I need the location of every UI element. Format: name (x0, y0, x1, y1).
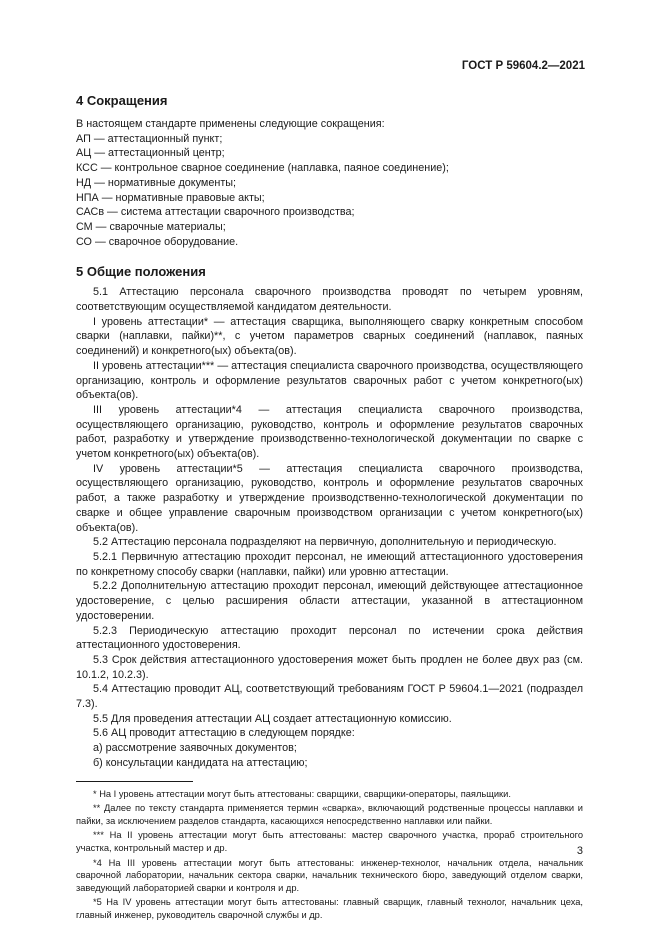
section-intro: В настоящем стандарте применены следующие сокращения: (76, 118, 385, 130)
paragraph: II уровень аттестации*** — аттестация специалиста сварочного производства, осуществляющего организацию, контроль и оформление результатов сварочных работ с учетом конкретного(ых) объекта(ов). (76, 359, 583, 402)
footnotes (76, 788, 583, 922)
abbreviation-item: НПА — нормативные правовые акты; (76, 191, 265, 204)
page-number: 3 (576, 845, 583, 857)
list-item: б) консультации кандидата на аттестацию; (93, 756, 308, 769)
abbreviation-item: АЦ — аттестационный центр; (76, 147, 225, 160)
paragraph: 5.2 Аттестацию персонала подразделяют на первичную, дополнительную и периодическую. (93, 536, 557, 549)
footnote: * На I уровень аттестации могут быть аттестованы: сварщики, сварщики-операторы, паяльщики. (93, 788, 511, 799)
paragraph: 5.2.1 Первичную аттестацию проходит персонал, не имеющий аттестационного удостоверения по конкретному способу сварки (наплавки, пайки) или уровню аттестации. (76, 550, 583, 578)
footnote: ** Далее по тексту стандарта применяется термин «сварка», включающий родственные процессы наплавки и пайки, за исключением разделов стандарта, касающихся непосредственно наплавки или пайки. (76, 803, 583, 826)
paragraph: 5.1 Аттестацию персонала сварочного производства проводят по четырем уровням, соответствующим осуществляемой кандидатом деятельности. (76, 286, 583, 314)
abbreviation-item: АП — аттестационный пункт; (76, 132, 223, 145)
paragraph: 5.6 АЦ проводит аттестацию в следующем порядке: (93, 727, 355, 740)
paragraph: IV уровень аттестации*5 — аттестация специалиста сварочного производства, осуществляющего организацию, руководство, контроль и оформление результатов сварочных работ, а также разработку и утверждение производственно-технологической документации по сварке и общее управление сварочным производством организации с учетом конкретного(ых) объекта(ов). (76, 462, 583, 534)
footnote: *** На II уровень аттестации могут быть аттестованы: мастер сварочного участка, прораб строительного участка, контрольный мастер и др. (76, 830, 583, 853)
footnote-separator (76, 781, 193, 782)
document-header: ГОСТ Р 59604.2—2021 (461, 60, 585, 72)
abbreviation-item: САСв — система аттестации сварочного производства; (76, 206, 355, 219)
footnote: *4 На III уровень аттестации могут быть аттестованы: инженер-технолог, начальник отдела, начальник сварочной лаборатории, начальник сектора сварки, начальник технического бюро, заведующий отделом сварки, заведующий лабораторией сварки и контроля и др. (76, 857, 583, 893)
paragraph: I уровень аттестации* — аттестация сварщика, выполняющего сварку конкретным способом сварки (наплавки, пайки)**, с учетом параметров сварных соединений (наплавок, паяных соединений) и конкретного(ых) объекта(ов). (76, 315, 583, 358)
paragraph: 5.2.3 Периодическую аттестацию проходит персонал по истечении срока действия аттестационного удостоверения. (76, 624, 583, 652)
paragraph: 5.4 Аттестацию проводит АЦ, соответствующий требованиям ГОСТ Р 59604.1—2021 (подраздел 7.3). (76, 683, 583, 711)
page-content (76, 92, 583, 923)
section-abbreviations (76, 92, 583, 249)
abbreviation-item: КСС — контрольное сварное соединение (наплавка, паяное соединение); (76, 162, 449, 175)
paragraph: 5.2.2 Дополнительную аттестацию проходит персонал, имеющий действующее аттестационное удостоверение, с целью расширения области аттестации, указанной в аттестационном удостоверении. (76, 580, 583, 622)
section-general (76, 263, 583, 770)
list-item: а) рассмотрение заявочных документов; (93, 742, 297, 755)
footnote: *5 На IV уровень аттестации могут быть аттестованы: главный сварщик, главный технолог, начальник цеха, главный инженер, руководитель сварочной службы и др. (76, 897, 583, 920)
paragraph: III уровень аттестации*4 — аттестация специалиста сварочного производства, осуществляющего организацию, руководство, контроль и оформление результатов сварочных работ, разработку и утверждение производственно-технологической документации по сварке с учетом конкретного(ых) объекта(ов). (76, 403, 583, 461)
abbreviation-item: СМ — сварочные материалы; (76, 220, 226, 233)
paragraph: 5.5 Для проведения аттестации АЦ создает аттестационную комиссию. (93, 712, 452, 725)
paragraph: 5.3 Срок действия аттестационного удостоверения может быть продлен не более двух раз (см. 10.1.2, 10.2.3). (76, 653, 583, 681)
abbreviation-item: СО — сварочное оборудование. (76, 235, 239, 248)
abbreviation-item: НД — нормативные документы; (76, 176, 237, 189)
section-title: 5 Общие положения (76, 264, 206, 280)
section-title: 4 Сокращения (76, 93, 168, 108)
